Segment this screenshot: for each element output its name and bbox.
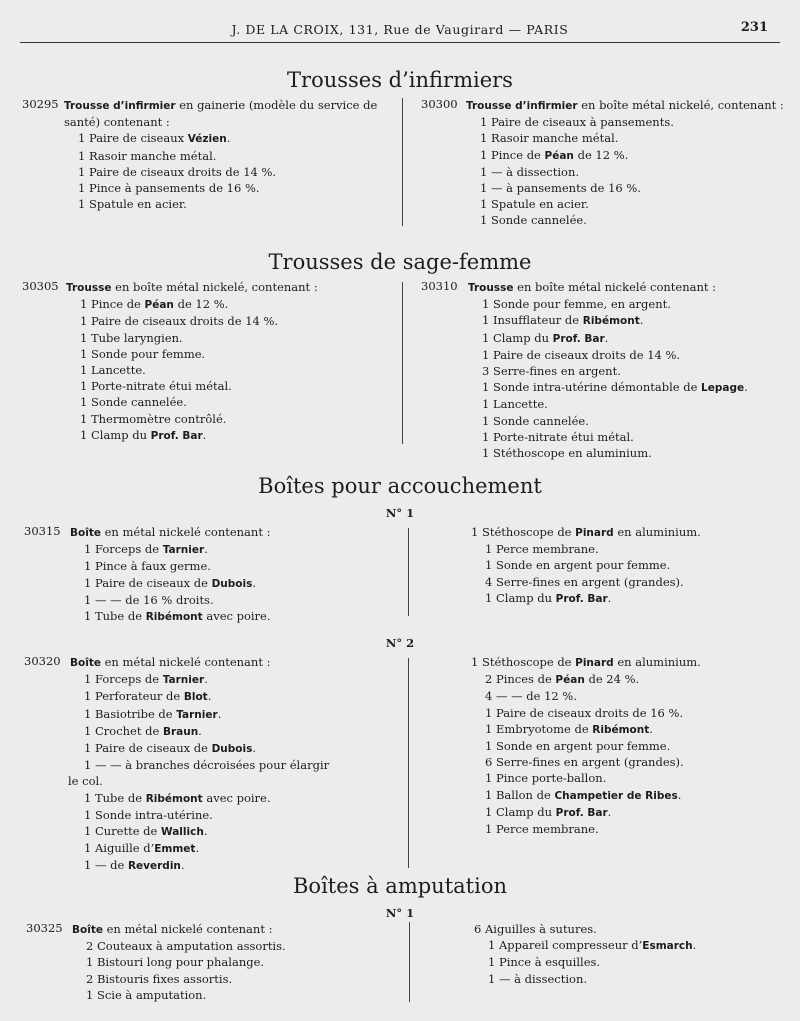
line-text: 1 Aiguille d’ (84, 841, 155, 856)
line-text: 2 Couteaux à amputation assortis. (86, 939, 286, 954)
line-item (468, 413, 788, 429)
line-item (70, 558, 400, 574)
line-text: 1 Lancette. (80, 363, 146, 378)
line-text: 1 Lancette. (482, 397, 548, 412)
line-bold-name: Tarnier (162, 674, 205, 687)
line-bold-name: Trousse (66, 282, 112, 294)
item-30305 (66, 279, 396, 444)
line-item (466, 147, 786, 164)
line-text: 1 Paire de ciseaux droits de 16 %. (485, 705, 684, 720)
line-text: 1 Tube laryngien. (80, 330, 183, 345)
column-divider (408, 528, 409, 616)
line-text-tail: . (744, 380, 748, 395)
line-item (466, 180, 786, 196)
line-item (468, 312, 788, 329)
line-item (66, 394, 396, 410)
line-text: 1 Forceps de (84, 542, 163, 557)
line-bold-name: Trousse d’infirmier (64, 100, 176, 112)
line-bold-name: Champetier de Ribes (554, 789, 678, 802)
line-item (471, 654, 791, 671)
line-text: 1 Forceps de (84, 672, 163, 687)
item-30315 (70, 524, 400, 625)
line-text: 1 Bistouri long pour phalange. (86, 955, 265, 970)
line-text: 1 Perforateur de (84, 689, 184, 704)
line-bold-name: Lepage (701, 382, 745, 395)
line-text-tail: . (195, 841, 200, 856)
line-text: 1 Tube de (84, 609, 146, 624)
subsection-no1: N° 1 (385, 906, 415, 920)
column-divider (402, 98, 403, 226)
line-text-tail: en boîte métal nickelé, contenant : (577, 98, 784, 112)
line-item (72, 971, 402, 987)
column-divider (409, 922, 410, 1002)
line-bold-name: Blot (183, 691, 208, 704)
line-text: 6 Aiguilles à sutures. (474, 922, 597, 936)
line-text: 1 Sonde intra-utérine démontable de (482, 380, 702, 395)
line-item (471, 821, 791, 837)
line-item (471, 721, 791, 738)
line-text: 1 Basiotribe de (84, 706, 177, 721)
line-text-tail: de 12 %. (173, 297, 229, 312)
line-text: 1 Scie à amputation. (86, 987, 207, 1002)
line-item (70, 757, 400, 773)
line-bold-name: Boîte (72, 924, 103, 936)
item-30295 (64, 97, 394, 212)
line-text-tail: en boîte métal nickelé, contenant : (111, 280, 318, 294)
item-30325 (72, 921, 402, 1003)
line-text-tail: . (252, 575, 256, 590)
line-bold-name: Dubois (211, 743, 253, 756)
line-item (471, 541, 791, 557)
line-item (70, 524, 400, 541)
line-text-tail: . (604, 330, 609, 345)
page-header (20, 20, 780, 42)
line-bold-name: Tarnier (162, 544, 205, 557)
line-bold-name: Tarnier (176, 708, 218, 721)
line-text-tail: . (252, 741, 256, 756)
line-text: 1 Clamp du (80, 427, 151, 442)
line-item (72, 921, 402, 938)
line-item (466, 114, 786, 130)
line-item (468, 363, 788, 379)
line-text: 1 — de (84, 858, 128, 873)
line-text: 1 Stéthoscope de (471, 525, 576, 539)
item-30315-cont (471, 524, 791, 607)
line-item (66, 362, 396, 378)
line-item (474, 937, 794, 954)
line-item (468, 347, 788, 363)
line-text: 1 Spatule en acier. (480, 197, 589, 212)
line-text-tail: avec poire. (202, 790, 271, 805)
line-text-tail: en aluminium. (613, 525, 701, 539)
line-bold-name: Trousse d’infirmier (466, 100, 578, 112)
line-item (466, 130, 786, 146)
line-item (72, 938, 402, 954)
item-number: 30320 (24, 654, 61, 668)
line-text-tail: en boîte métal nickelé contenant : (513, 280, 717, 294)
item-number: 30305 (22, 279, 59, 293)
line-item (468, 396, 788, 412)
line-item (66, 346, 396, 362)
line-item (468, 330, 788, 347)
line-item (70, 840, 400, 857)
line-bold-name: Prof. Bar (555, 806, 608, 819)
line-bold-name: Ribémont (145, 792, 203, 805)
header-title: J. DE LA CROIX, 131, Rue de Vaugirard — PARIS (231, 22, 569, 37)
line-text: 1 Sonde cannelée. (480, 213, 587, 228)
line-item (72, 987, 402, 1003)
line-item (66, 296, 396, 313)
line-bold-name: Ribémont (582, 315, 640, 328)
line-item (468, 379, 788, 396)
line-text: 1 — — à branches décroisées pour élargir (84, 758, 330, 773)
line-text-tail: de 12 %. (573, 147, 629, 162)
line-item (471, 590, 791, 607)
line-text: 1 Spatule en acier. (78, 197, 187, 212)
line-text-tail: . (203, 824, 208, 839)
line-text: 1 Pince de (480, 147, 545, 162)
line-item (70, 740, 400, 757)
line-text: 1 Paire de ciseaux droits de 14 %. (78, 164, 277, 179)
line-item (70, 807, 400, 823)
line-text: santé) contenant : (64, 115, 170, 130)
item-number: 30310 (421, 279, 458, 293)
line-text-tail: de 24 %. (584, 672, 640, 687)
column-divider (402, 282, 403, 444)
line-text: 1 Sonde intra-utérine. (84, 807, 213, 822)
line-item (471, 574, 791, 590)
line-item (66, 313, 396, 329)
line-text-tail: en aluminium. (613, 655, 701, 669)
line-bold-name: Dubois (211, 577, 253, 590)
line-bold-name: Prof. Bar (150, 429, 203, 442)
line-bold-name: Prof. Bar (552, 332, 605, 345)
line-text: le col. (68, 774, 103, 789)
line-item (471, 787, 791, 804)
line-bold-name: Emmet (154, 843, 196, 856)
section-title-accouchement: Boîtes pour accouchement (258, 474, 542, 498)
line-text: 1 Appareil compresseur d’ (488, 938, 643, 953)
line-item (64, 196, 394, 212)
line-text: 1 Pince à esquilles. (488, 955, 601, 970)
line-item (471, 671, 791, 688)
line-item (468, 296, 788, 312)
line-bold-name: Boîte (70, 527, 101, 539)
line-text: 1 Pince à pansements de 16 %. (78, 181, 260, 196)
line-item (468, 279, 788, 296)
line-text: 1 Thermomètre contrôlé. (80, 411, 227, 426)
subsection-no1: N° 1 (385, 506, 415, 520)
line-text-tail: . (202, 427, 207, 442)
line-item (70, 857, 400, 874)
line-text: 1 Clamp du (485, 804, 556, 819)
line-text: 1 Sonde cannelée. (80, 395, 187, 410)
line-item (70, 723, 400, 740)
line-text: 1 Rasoir manche métal. (480, 131, 619, 146)
line-text: 1 Perce membrane. (485, 822, 599, 837)
line-text-tail: . (204, 672, 208, 687)
line-text: 1 Paire de ciseaux de (84, 741, 212, 756)
line-text: 1 Pince de (80, 297, 145, 312)
line-text: 1 Sonde en argent pour femme. (485, 739, 671, 754)
line-text: 1 Pince porte-ballon. (485, 771, 607, 786)
line-text: 4 Serre-fines en argent (grandes). (485, 574, 684, 589)
line-text: 1 Curette de (84, 824, 162, 839)
line-text: 1 — à dissection. (488, 971, 588, 986)
line-item (66, 330, 396, 346)
line-item (66, 411, 396, 427)
line-text-tail: . (207, 689, 212, 704)
line-text-tail: . (607, 804, 612, 819)
line-item (70, 608, 400, 625)
line-text: 1 Clamp du (482, 330, 553, 345)
line-bold-name: Ribémont (145, 611, 203, 624)
line-item (66, 279, 396, 296)
line-text: 1 Insufflateur de (482, 313, 583, 328)
line-text: 1 Rasoir manche métal. (78, 148, 217, 163)
line-text: 1 Crochet de (84, 723, 163, 738)
line-item (471, 770, 791, 786)
line-text: 1 Paire de ciseaux droits de 14 %. (80, 314, 279, 329)
line-item (64, 97, 394, 114)
line-text: 1 Clamp du (485, 590, 556, 605)
line-text: 1 — à pansements de 16 %. (480, 181, 641, 196)
line-text-tail: en métal nickelé contenant : (102, 922, 273, 936)
line-item (466, 212, 786, 228)
line-item (471, 705, 791, 721)
line-text: 1 Paire de ciseaux à pansements. (480, 115, 674, 130)
line-text: 2 Pinces de (485, 672, 556, 687)
line-text: 1 Porte-nitrate étui métal. (482, 429, 634, 444)
line-text: 1 Tube de (84, 790, 146, 805)
line-item (471, 524, 791, 541)
section-title-infirmiers: Trousses d’infirmiers (287, 68, 513, 92)
line-text: 1 Perce membrane. (485, 542, 599, 557)
line-item (64, 180, 394, 196)
line-item (70, 706, 400, 723)
item-30320 (70, 654, 400, 875)
line-item (468, 445, 788, 461)
line-text: 2 Bistouris fixes assortis. (86, 971, 233, 986)
line-text-tail: en gainerie (modèle du service de (175, 98, 378, 112)
line-bold-name: Vézien (187, 133, 227, 146)
header-rule (20, 42, 780, 43)
line-item (474, 954, 794, 970)
line-item (64, 164, 394, 180)
line-text-tail: . (639, 313, 644, 328)
line-item (468, 429, 788, 445)
line-bold-name: Boîte (70, 657, 101, 669)
line-text: 1 Sonde pour femme, en argent. (482, 297, 671, 312)
line-text: 1 Pince à faux germe. (84, 559, 211, 574)
line-item (64, 114, 394, 130)
line-bold-name: Wallich (161, 826, 204, 839)
line-bold-name: Péan (544, 149, 574, 162)
line-text: 1 Sonde en argent pour femme. (485, 558, 671, 573)
line-item (466, 97, 786, 114)
line-item (70, 671, 400, 688)
line-text: 1 Ballon de (485, 787, 555, 802)
line-bold-name: Reverdin (127, 860, 181, 873)
item-number: 30300 (421, 97, 458, 111)
line-text: 1 — à dissection. (480, 164, 580, 179)
line-text: 4 — — de 12 %. (485, 689, 577, 704)
line-bold-name: Péan (555, 674, 585, 687)
line-text-tail: . (198, 723, 202, 738)
item-30300 (466, 97, 786, 229)
line-item (72, 954, 402, 970)
line-text: 1 Paire de ciseaux de (84, 575, 212, 590)
line-text: 1 Porte-nitrate étui métal. (80, 379, 232, 394)
line-text: 1 Stéthoscope en aluminium. (482, 446, 652, 461)
line-text-tail: avec poire. (202, 609, 271, 624)
line-item (68, 773, 400, 789)
line-text-tail: . (180, 858, 185, 873)
line-item (466, 164, 786, 180)
item-number: 30315 (24, 524, 61, 538)
column-divider (408, 658, 409, 868)
line-item (66, 378, 396, 394)
line-item (70, 654, 400, 671)
line-text-tail: . (692, 938, 697, 953)
line-text: 1 Sonde pour femme. (80, 346, 206, 361)
line-text-tail: en métal nickelé contenant : (100, 525, 271, 539)
line-item (474, 921, 794, 937)
line-text-tail: . (226, 131, 231, 146)
line-text-tail: . (204, 542, 208, 557)
line-item (471, 688, 791, 704)
line-text: 1 Stéthoscope de (471, 655, 576, 669)
line-text: 1 — — de 16 % droits. (84, 592, 214, 607)
line-text: 1 Paire de ciseaux droits de 14 %. (482, 347, 681, 362)
item-number: 30295 (22, 97, 59, 111)
line-bold-name: Esmarch (642, 940, 693, 953)
line-item (474, 971, 794, 987)
line-text-tail: en métal nickelé contenant : (100, 655, 271, 669)
line-item (471, 557, 791, 573)
line-item (70, 790, 400, 807)
item-30320-cont (471, 654, 791, 837)
line-item (70, 541, 400, 558)
item-number: 30325 (26, 921, 63, 935)
line-text: 1 Embryotome de (485, 721, 593, 736)
line-item (70, 592, 400, 608)
line-bold-name: Trousse (468, 282, 514, 294)
line-text: 1 Sonde cannelée. (482, 413, 589, 428)
line-text: 6 Serre-fines en argent (grandes). (485, 755, 684, 770)
line-bold-name: Ribémont (592, 723, 650, 736)
line-item (471, 804, 791, 821)
section-title-amputation: Boîtes à amputation (293, 874, 507, 898)
line-item (70, 688, 400, 705)
line-item (64, 148, 394, 164)
line-item (70, 823, 400, 840)
line-bold-name: Péan (144, 299, 174, 312)
line-bold-name: Pinard (575, 657, 614, 669)
line-item (466, 196, 786, 212)
page-number: 231 (740, 20, 768, 35)
line-item (471, 738, 791, 754)
line-bold-name: Prof. Bar (555, 592, 608, 605)
line-item (70, 575, 400, 592)
line-text-tail: . (607, 590, 612, 605)
line-text: 3 Serre-fines en argent. (482, 364, 621, 379)
line-item (64, 130, 394, 147)
line-item (471, 754, 791, 770)
line-text-tail: . (217, 706, 222, 721)
line-text-tail: . (677, 787, 682, 802)
item-30325-cont (474, 921, 794, 987)
line-item (66, 427, 396, 444)
subsection-no2: N° 2 (385, 636, 415, 650)
line-bold-name: Braun (162, 725, 199, 738)
section-title-sage-femme: Trousses de sage-femme (268, 250, 532, 274)
line-bold-name: Pinard (575, 527, 614, 539)
line-text: 1 Paire de ciseaux (78, 131, 188, 146)
item-30310 (468, 279, 788, 461)
line-text-tail: . (649, 721, 653, 736)
